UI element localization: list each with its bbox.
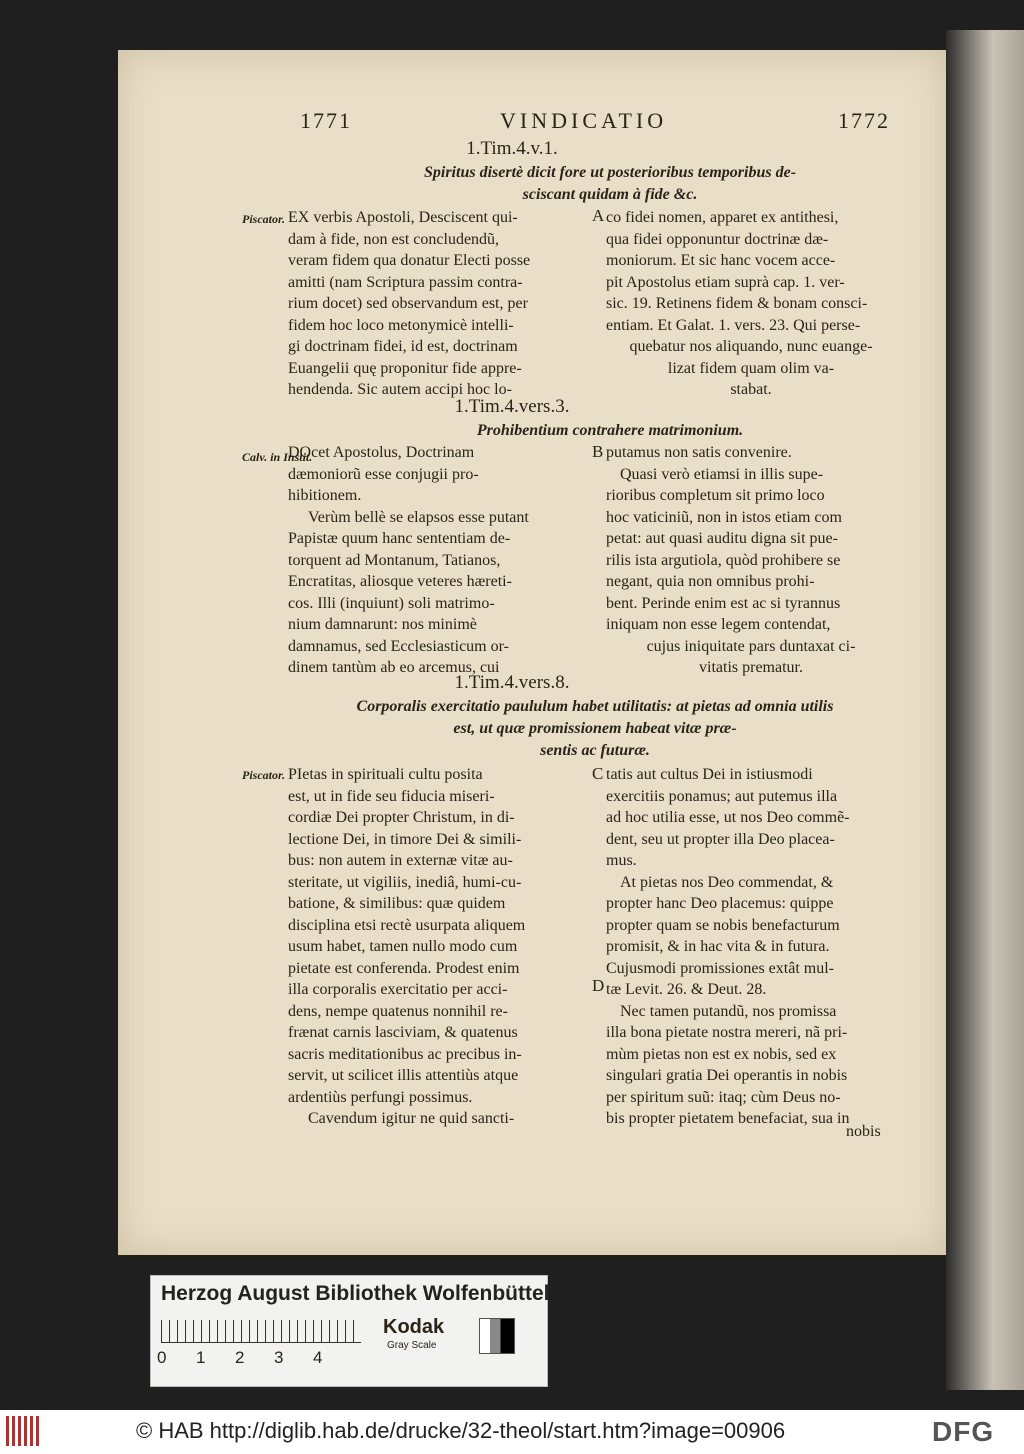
scripture-quote (330, 162, 890, 206)
quote-line: Corporalis exercitatio paululum habet utilitatis: at pietas ad omnia utilis (356, 698, 834, 715)
scripture-quote (330, 420, 890, 442)
quote-line: sentis ac futuræ. (540, 742, 650, 759)
quote-line: sciscant quidam à fide &c. (522, 186, 698, 203)
margin-note: Calv. in Instit. (242, 450, 313, 464)
library-name: Herzog August Bibliothek Wolfenbüttel (161, 1282, 550, 1305)
running-title: VINDICATIO (500, 108, 668, 133)
text-column-right: tatis aut cultus Dei in istiusmodi exercitiis ponamus; aut putemus illa ad hoc utilia esse, ut nos Deo commẽ- dent, seu ut propter illa Deo placea- mus. At pietas nos Deo commendat, & propter hanc Deo placemus: quippe propter quam se nobis benefacturum promisit, & in hac vita & in futura. Cujusmodi promissiones extât mul- tæ Levit. 26. & Deut. 28. Nec tamen putandũ, nos promissa illa bona pietate nostra mereri, nã pri- mùm pietas non est ex nobis, sed ex singulari gratia Dei operantis in nobis per spiritum suũ: itaq; cùm Deus no- bis propter pietatem benefaciat, sua in (606, 766, 850, 1127)
page-number-left: 1771 (300, 108, 352, 133)
margin-note: Piscator. (242, 768, 286, 782)
scripture-reference: 1.Tim.4.vers.3. (454, 396, 570, 417)
ruler-scale (161, 1320, 361, 1343)
dfg-logo: DFG (932, 1416, 995, 1447)
section-letter: A (592, 206, 605, 225)
text-column-right: putamus non satis convenire. Quasi verò etiamsi in illis supe- rioribus completum sit primo loco hoc vaticiniũ, non in istos etiam com petat: aut quasi auditu digna sit pue- rilis ista argutiola, quòd prohibere se negant, quia non omnibus prohi- bent. Perinde enim est ac si tyrannus iniquam non esse legem contendat, cujus iniquitate pars duntaxat ci- vitatis prematur. (606, 444, 856, 676)
text-column-left: PIetas in spirituali cultu posita est, ut in fide seu fiducia miseri- cordiæ Dei propter Christum, in di- lectione Dei, in timore Dei & simili- bus: non autem in externæ vitæ au- steritate, ut vigiliis, inediâ, humi-cu- batione, & similibus: quæ quidem disciplina etsi rectè usurpata aliquem usum habet, tamen nullo modo cum pietate est conferenda. Prodest enim illa corporalis exercitatio per acci- dens, nempe quatenus nonnihil re- frænat carnis lasciviam, & quatenus sacris meditationibus ac precibus in- servit, ut scilicet illis attentiùs atque ardentiùs perfungi possimus. Cavendum igitur ne quid sancti- (288, 766, 526, 1127)
quote-line: Spiritus disertè dicit fore ut posterioribus temporibus de- (423, 164, 797, 181)
scripture-quote (300, 696, 890, 762)
gray-scale-swatch (479, 1318, 515, 1354)
text-column-left: DOcet Apostolus, Doctrinam dæmoniorũ esse conjugii pro- hibitionem. Verùm bellè se elapsos esse putant Papistæ quum hanc sententiam de- torquent ad Montanum, Tatianos, Encratitas, aliosque veteres hæreti- cos. Illi (inquiunt) soli matrimo- nium damnarunt: nos minimè damnamus, sed Ecclesiasticum or- dinem tantùm ab eo arcemus, cui (288, 444, 529, 676)
section-letter: D (592, 976, 605, 995)
text-column-left: EX verbis Apostoli, Desciscent qui- dam à fide, non est concludendũ, veram fidem qua donatur Electi posse amitti (nam Scriptura passim contra- rium docet) sed observandum est, per fidem hoc loco metonymicè intelli- gi doctrinam fidei, id est, doctrinam Euangelii quę proponitur fide appre- hendenda. Sic autem accipi hoc lo- (288, 209, 531, 398)
copyright-url[interactable]: © HAB http://diglib.hab.de/drucke/32-theol/start.htm?image=00906 (136, 1418, 786, 1443)
page-number-right: 1772 (838, 108, 890, 133)
kodak-brand: Kodak (383, 1316, 445, 1338)
hab-logo-icon (6, 1416, 42, 1446)
section-letter: C (592, 764, 604, 783)
catchword: nobis (846, 1123, 881, 1140)
section-letter: B (592, 442, 604, 461)
text-column-right: co fidei nomen, apparet ex antithesi, qua fidei opponuntur doctrinæ dæ- moniorum. Et sic hanc vocem acce- pit Apostolus etiam suprà cap. 1. ver- sic. 19. Retinens fidem & bonam consci- entiam. Et Galat. 1. vers. 23. Qui perse- quebatur nos aliquando, nunc euange- lizat fidem quam olim va- stabat. (606, 209, 873, 398)
library-scale-label (150, 1275, 548, 1387)
quote-line: Prohibentium contrahere matrimonium. (476, 422, 744, 439)
margin-note: Piscator. (242, 212, 286, 226)
gray-scale-caption: Gray Scale (387, 1340, 437, 1351)
scripture-reference: 1.Tim.4.vers.8. (454, 672, 570, 693)
scripture-reference: 1.Tim.4.v.1. (466, 138, 558, 159)
adjacent-page-edge (946, 30, 1024, 1390)
quote-line: est, ut quæ promissionem habeat vitæ præ- (453, 720, 737, 737)
ruler-numbers: 0 1 2 3 4 (157, 1348, 323, 1367)
viewer-footer (0, 1410, 1024, 1454)
